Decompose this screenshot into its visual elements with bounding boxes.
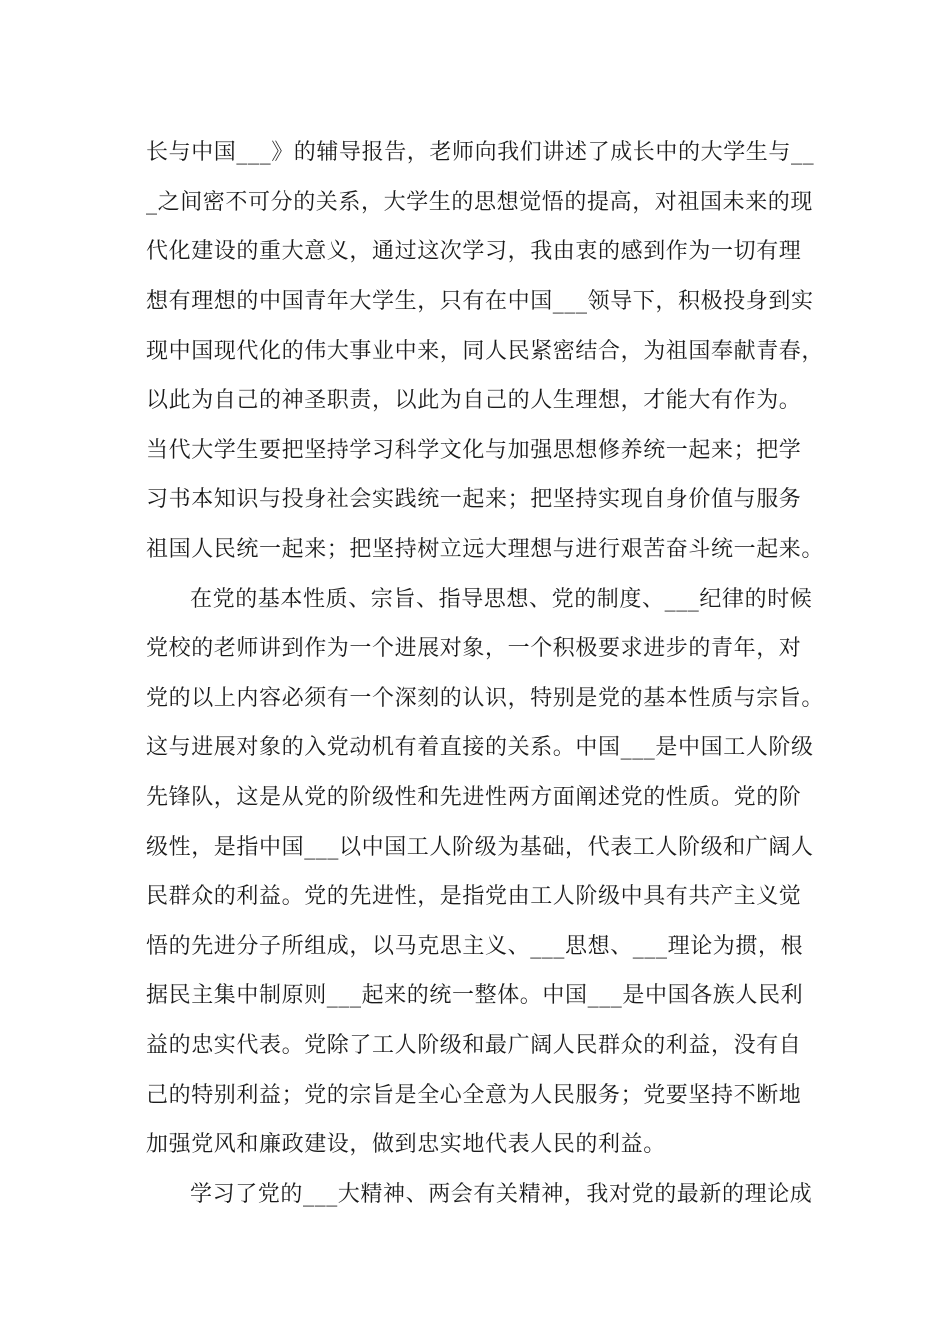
text-line: 习书本知识与投身社会实践统一起来；把坚持实现自身价值与服务 xyxy=(146,487,802,512)
text-line: 民群众的利益。党的先进性，是指党由工人阶级中具有共产主义觉 xyxy=(146,884,802,909)
text-line: 益的忠实代表。党除了工人阶级和最广阔人民群众的利益，没有自 xyxy=(146,1033,802,1058)
text-line: 以此为自己的神圣职责，以此为自己的人生理想，才能大有作为。 xyxy=(146,388,802,413)
text-line: 党校的老师讲到作为一个进展对象，一个积极要求进步的青年，对 xyxy=(146,636,802,661)
paragraph-start-line: 在党的基本性质、宗旨、指导思想、党的制度、___纪律的时候 xyxy=(190,587,813,612)
text-line: 先锋队，这是从党的阶级性和先进性两方面阐述党的性质。党的阶 xyxy=(146,785,802,810)
text-line: _之间密不可分的关系，大学生的思想觉悟的提高，对祖国未来的现 xyxy=(146,190,814,215)
paragraph-start-line: 学习了党的___大精神、两会有关精神，我对党的最新的理论成 xyxy=(190,1182,813,1207)
text-line: 长与中国___》的辅导报告，老师向我们讲述了成长中的大学生与__ xyxy=(146,140,815,165)
text-line: 代化建设的重大意义，通过这次学习，我由衷的感到作为一切有理 xyxy=(146,239,802,264)
text-line: 己的特别利益；党的宗旨是全心全意为人民服务；党要坚持不断地 xyxy=(146,1083,802,1108)
text-line: 加强党风和廉政建设，做到忠实地代表人民的利益。 xyxy=(146,1132,666,1157)
text-line: 想有理想的中国青年大学生，只有在中国___领导下，积极投身到实 xyxy=(146,289,814,314)
text-line: 祖国人民统一起来；把坚持树立远大理想与进行艰苦奋斗统一起来。 xyxy=(146,537,825,562)
text-line: 这与进展对象的入党动机有着直接的关系。中国___是中国工人阶级 xyxy=(146,735,814,760)
text-line: 级性，是指中国___以中国工人阶级为基础，代表工人阶级和广阔人 xyxy=(146,835,814,860)
text-line: 现中国现代化的伟大事业中来，同人民紧密结合，为祖国奉献青春， xyxy=(146,339,825,364)
text-line: 当代大学生要把坚持学习科学文化与加强思想修养统一起来；把学 xyxy=(146,438,802,463)
text-line: 据民主集中制原则___起来的统一整体。中国___是中国各族人民利 xyxy=(146,983,804,1008)
text-line: 党的以上内容必须有一个深刻的认识，特别是党的基本性质与宗旨。 xyxy=(146,686,825,711)
text-line: 悟的先进分子所组成，以马克思主义、___思想、___理论为掼，根 xyxy=(146,934,804,959)
